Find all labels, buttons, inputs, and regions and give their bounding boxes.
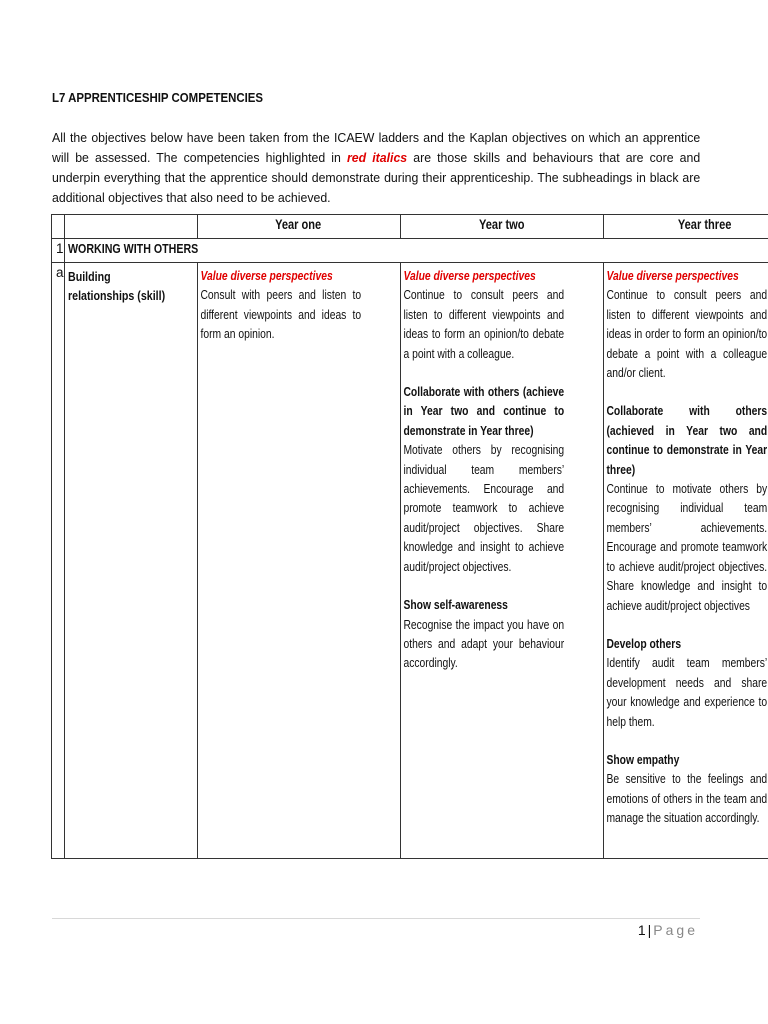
header-year-one (197, 215, 400, 239)
competency-table (51, 214, 768, 859)
cell-year-three (603, 263, 768, 859)
header-year-three-text: Year three (677, 217, 732, 232)
paragraph-spacer (403, 364, 564, 383)
cell-year-two (400, 263, 603, 859)
section-title: WORKING WITH OTHERS (67, 241, 198, 256)
section-number: 1 (52, 239, 65, 263)
cell-year-one-content (198, 263, 364, 345)
objective-subheading: Show self-awareness (402, 598, 508, 613)
intro-paragraph (52, 128, 700, 208)
cell-year-three-content (604, 263, 768, 829)
intro-highlight: red italics (346, 150, 408, 165)
paragraph-spacer (606, 616, 767, 635)
objective-subheading: Collaborate with others (achieved in Year two and continue to demonstrate in Year three) (605, 404, 767, 477)
objective-subheading: Develop others (605, 636, 681, 651)
paragraph-spacer (403, 577, 564, 596)
page-separator: | (647, 922, 652, 938)
table-row (52, 263, 768, 859)
objective-subheading: Collaborate with others (achieve in Year two and continue to demonstrate in Year three) (402, 385, 564, 438)
header-year-two (400, 215, 603, 239)
footer-divider (52, 918, 700, 919)
row-letter: a (52, 263, 65, 859)
row-label-cell (64, 263, 197, 859)
cell-year-one (197, 263, 400, 859)
header-year-one-text: Year one (275, 217, 322, 232)
intro-text-2: are those skills and behaviours that are core and underpin everything that the apprentice should demonstrate during their apprenticeship. The subheadings in black are additional objectives that also need to be achieved. (52, 150, 701, 205)
objective-text: Recognise the impact you have on others and adapt your behaviour accordingly. (402, 617, 564, 671)
document-title: L7 APPRENTICESHIP COMPETENCIES (52, 90, 264, 105)
header-year-two-text: Year two (478, 217, 525, 232)
objective-subheading: Show empathy (605, 752, 679, 767)
objective-text: Continue to consult peers and listen to different viewpoints and ideas to form an opinion/to debate a point with a colleague. (402, 288, 564, 361)
objective-text: Consult with peers and listen to different viewpoints and ideas to form an opinion. (199, 288, 361, 342)
section-title-cell (64, 239, 768, 263)
header-cell-label (64, 215, 197, 239)
page-number: 1 (637, 922, 646, 938)
table-header-row (52, 215, 768, 239)
intro-text-1: All the objectives below have been taken from the ICAEW ladders and the Kaplan objectives on which an apprentice will be assessed. The competencies highlighted in (52, 130, 701, 165)
objective-text: Motivate others by recognising individual team members’ achievements. Encourage and promote teamwork to achieve audit/project objectives. Share knowledge and insight to achieve audit/project objectives. (402, 443, 564, 574)
header-cell-number (52, 215, 65, 239)
core-competency-heading: Value diverse perspectives (199, 269, 333, 283)
core-competency-heading: Value diverse perspectives (402, 269, 536, 283)
objective-text: Continue to motivate others by recognising individual team members’ achievements. Encourage and promote teamwork to achieve audit/project objectives. Share knowledge and insight to achieve audit/project objectives (605, 482, 767, 613)
paragraph-spacer (606, 383, 767, 402)
section-row (52, 239, 768, 263)
paragraph-spacer (606, 732, 767, 751)
core-competency-heading: Value diverse perspectives (605, 269, 739, 283)
objective-text: Continue to consult peers and listen to different viewpoints and ideas in order to form an opinion/to debate a point with a colleague and/or client. (605, 288, 767, 381)
page-label: Page (653, 922, 698, 938)
page-footer (638, 922, 698, 938)
header-year-three (603, 215, 768, 239)
objective-text: Identify audit team members’ development needs and share your knowledge and experience to help them. (605, 656, 767, 729)
cell-year-two-content (401, 263, 567, 674)
objective-text: Be sensitive to the feelings and emotions of others in the team and manage the situation accordingly. (605, 772, 767, 826)
row-label: Building relationships (skill) (67, 269, 165, 303)
